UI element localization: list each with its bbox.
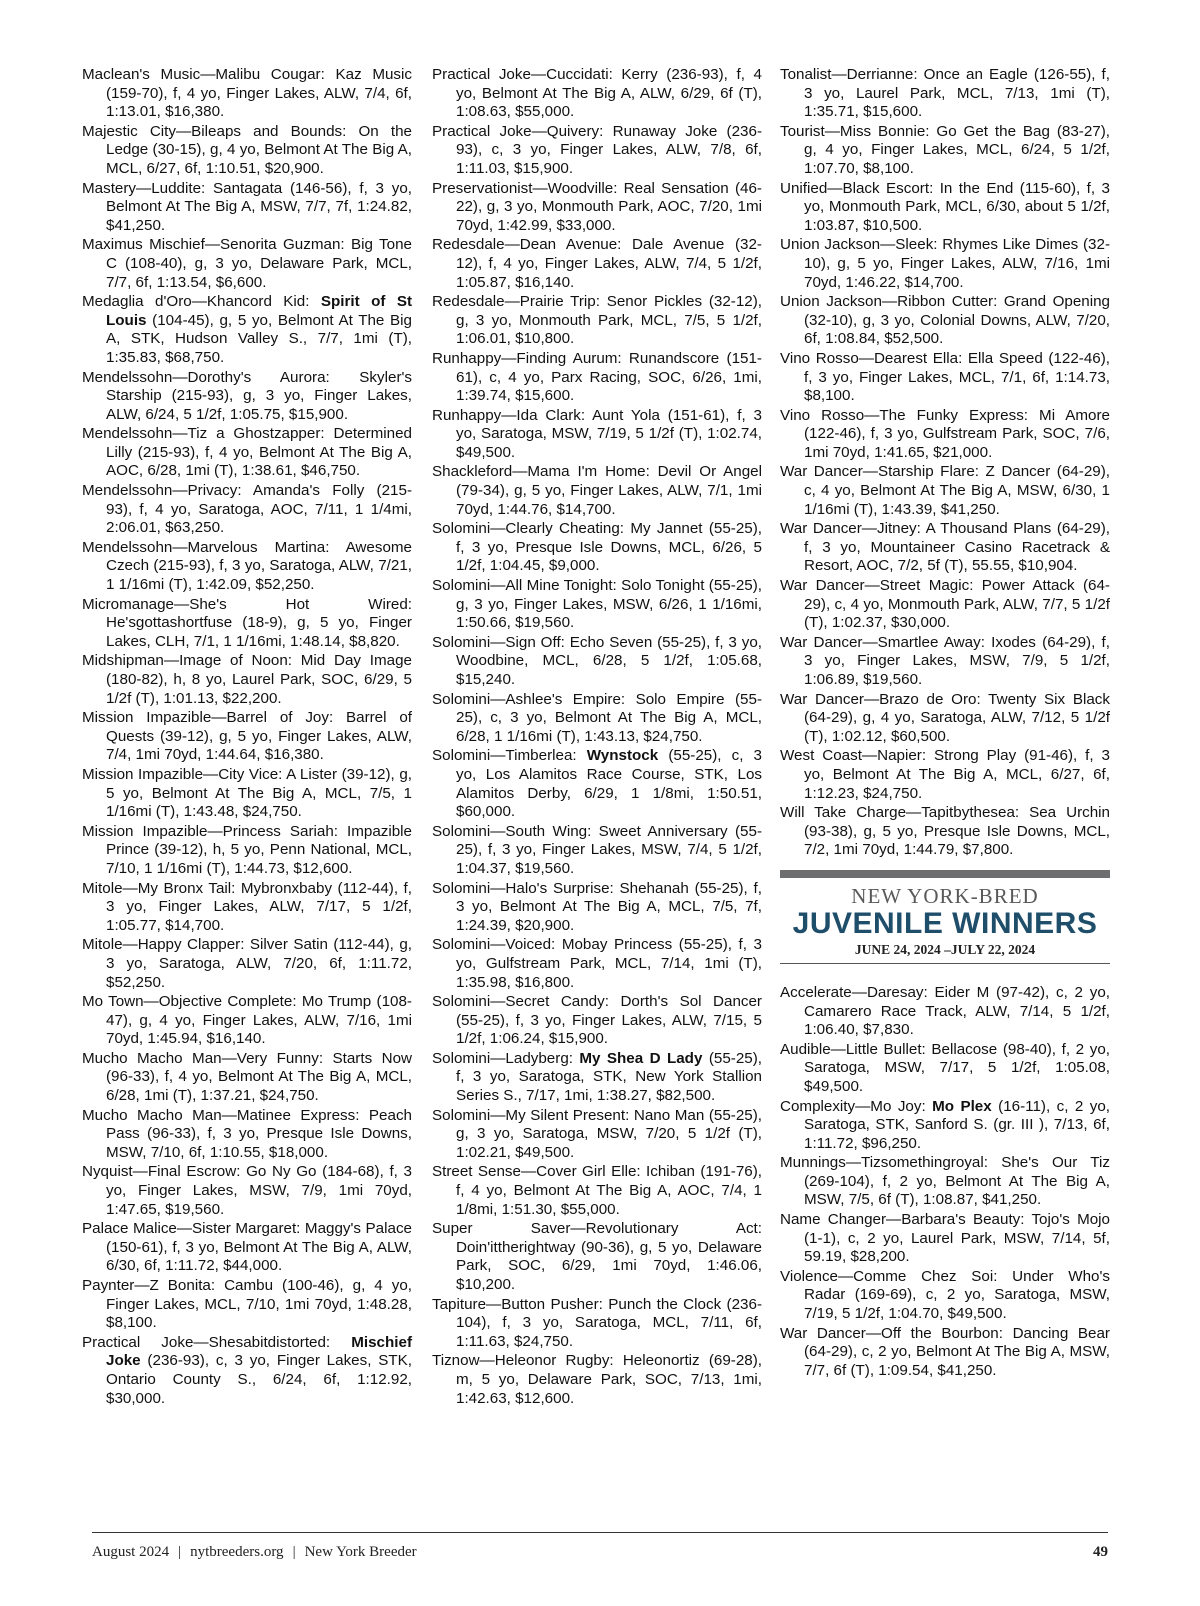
winner-entry: Paynter—Z Bonita: Cambu (100-46), g, 4 yo, Finger Lakes, MCL, 7/10, 1mi 70yd, 1:48.28, $8,100. bbox=[82, 1277, 412, 1332]
winner-entry bbox=[432, 1050, 762, 1106]
winner-entry: Solomini—My Silent Present: Nano Man (55-25), g, 3 yo, Saratoga, MSW, 7/20, 5 1/2f (T), 1:02.21, $49,500. bbox=[432, 1106, 762, 1161]
winner-entry: Maximus Mischief—Senorita Guzman: Big Tone C (108-40), g, 3 yo, Delaware Park, MCL, 7/7, 6f, 1:13.54, $6,600. bbox=[82, 236, 412, 291]
winner-entry: War Dancer—Smartlee Away: Ixodes (64-29), f, 3 yo, Finger Lakes, MSW, 7/9, 5 1/2f, 1:06.89, $19,560. bbox=[780, 633, 1110, 688]
winner-entry: War Dancer—Jitney: A Thousand Plans (64-29), f, 3 yo, Mountaineer Casino Racetrack & Resort, AOC, 7/2, 5f (T), 55.55, $10,904. bbox=[780, 520, 1110, 575]
winner-entry: Will Take Charge—Tapitbythesea: Sea Urchin (93-38), g, 5 yo, Presque Isle Downs, MCL, 7/2, 1mi 70yd, 1:44.79, $7,800. bbox=[780, 804, 1110, 859]
winner-entry: Tiznow—Heleonor Rugby: Heleonortiz (69-28), m, 5 yo, Delaware Park, SOC, 7/13, 1mi, 1:42.63, $12,600. bbox=[432, 1352, 762, 1407]
winner-entry: Union Jackson—Ribbon Cutter: Grand Opening (32-10), g, 3 yo, Colonial Downs, ALW, 7/20, 6f, 1:08.84, $52,500. bbox=[780, 293, 1110, 348]
winner-entry: Audible—Little Bullet: Bellacose (98-40), f, 2 yo, Saratoga, MSW, 7/17, 5 1/2f, 1:05.08, $49,500. bbox=[780, 1040, 1110, 1095]
footer-issue: August 2024 bbox=[92, 1544, 170, 1560]
winner-entry: Solomini—Voiced: Mobay Princess (55-25), f, 3 yo, Gulfstream Park, MCL, 7/14, 1mi (T), 1:35.98, $16,800. bbox=[432, 936, 762, 991]
winner-entry: Tapiture—Button Pusher: Punch the Clock (236-104), f, 3 yo, Saratoga, MCL, 7/11, 6f, 1:11.63, $24,750. bbox=[432, 1295, 762, 1350]
winner-entry-sire-dam: Medaglia d'Oro—Khancord Kid: bbox=[82, 293, 321, 311]
winner-entry: Solomini—All Mine Tonight: Solo Tonight (55-25), g, 3 yo, Finger Lakes, MSW, 6/26, 1 1/16mi, 1:50.66, $19,560. bbox=[432, 577, 762, 632]
winner-entry-sire-dam: Solomini—Timberlea: bbox=[432, 747, 587, 765]
winner-entry: Redesdale—Dean Avenue: Dale Avenue (32-12), f, 4 yo, Finger Lakes, ALW, 7/4, 5 1/2f, 1:05.87, $16,140. bbox=[432, 236, 762, 291]
winner-entry: Mission Impazible—City Vice: A Lister (39-12), g, 5 yo, Belmont At The Big A, MCL, 7/5, 1 1/16mi (T), 1:43.48, $24,750. bbox=[82, 765, 412, 821]
stakes-winner-name: Wynstock bbox=[586, 747, 659, 765]
winner-entry: West Coast—Napier: Strong Play (91-46), f, 3 yo, Belmont At The Big A, MCL, 6/27, 6f, 1:12.23, $24,750. bbox=[780, 747, 1110, 802]
winner-entry: Mucho Macho Man—Matinee Express: Peach Pass (96-33), f, 3 yo, Presque Isle Downs, MSW, 7/10, 6f, 1:10.55, $18,000. bbox=[82, 1106, 412, 1161]
winner-entry-details: (236-93), c, 3 yo, Finger Lakes, STK, Ontario County S., 6/24, 6f, 1:12.92, $30,000. bbox=[106, 1352, 412, 1407]
winner-entry: Runhappy—Finding Aurum: Runandscore (151-61), c, 4 yo, Parx Racing, SOC, 6/26, 1mi, 1:39.74, $15,600. bbox=[432, 349, 762, 405]
winner-entry: Maclean's Music—Malibu Cougar: Kaz Music (159-70), f, 4 yo, Finger Lakes, ALW, 7/4, 6f, 1:13.01, $16,380. bbox=[82, 66, 412, 121]
winner-entry: Union Jackson—Sleek: Rhymes Like Dimes (32-10), g, 5 yo, Finger Lakes, ALW, 7/16, 1mi 70yd, 1:46.22, $14,700. bbox=[780, 236, 1110, 291]
winner-entry-sire-dam: Complexity—Mo Joy: bbox=[780, 1097, 933, 1115]
winner-entry: Mitole—Happy Clapper: Silver Satin (112-44), g, 3 yo, Saratoga, ALW, 7/20, 6f, 1:11.72, $52,250. bbox=[82, 936, 412, 991]
stakes-winner-name: Spirit of St Louis bbox=[106, 293, 413, 329]
winner-entry: Mendelssohn—Marvelous Martina: Awesome Czech (215-93), f, 3 yo, Saratoga, ALW, 7/21, 1 1/16mi (T), 1:42.09, $52,250. bbox=[82, 538, 412, 594]
banner-bar bbox=[780, 870, 1110, 878]
stakes-winner-name: Mischief Joke bbox=[106, 1333, 412, 1370]
column-2 bbox=[432, 66, 762, 1409]
winner-entry-sire-dam: Solomini—Ladyberg: bbox=[432, 1049, 580, 1067]
winner-entry: Vino Rosso—Dearest Ella: Ella Speed (122-46), f, 3 yo, Finger Lakes, MCL, 7/1, 6f, 1:14.73, $8,100. bbox=[780, 349, 1110, 405]
winner-entry: Mendelssohn—Dorothy's Aurora: Skyler's Starship (215-93), g, 3 yo, Finger Lakes, ALW, 6/24, 5 1/2f, 1:05.75, $15,900. bbox=[82, 368, 412, 423]
footer-site-link[interactable]: nytbreeders.org bbox=[190, 1544, 284, 1560]
winner-entry: Street Sense—Cover Girl Elle: Ichiban (191-76), f, 4 yo, Belmont At The Big A, AOC, 7/4, 1 1/8mi, 1:51.30, $55,000. bbox=[432, 1163, 762, 1218]
winner-entry: Munnings—Tizsomethingroyal: She's Our Tiz (269-104), f, 2 yo, Belmont At The Big A, MSW, 7/5, 6f (T), 1:08.87, $41,250. bbox=[780, 1154, 1110, 1209]
winner-entry: Solomini—Ashlee's Empire: Solo Empire (55-25), c, 3 yo, Belmont At The Big A, MCL, 6/28, 1 1/16mi (T), 1:43.13, $24,750. bbox=[432, 690, 762, 745]
winner-entry: Preservationist—Woodville: Real Sensation (46-22), g, 3 yo, Monmouth Park, AOC, 7/20, 1mi 70yd, 1:42.99, $33,000. bbox=[432, 179, 762, 234]
winner-entry: Solomini—South Wing: Sweet Anniversary (55-25), f, 3 yo, Finger Lakes, MSW, 7/4, 5 1/2f, 1:04.37, $19,560. bbox=[432, 822, 762, 877]
winner-entry: Shackleford—Mama I'm Home: Devil Or Angel (79-34), g, 5 yo, Finger Lakes, ALW, 7/1, 1mi 70yd, 1:44.76, $14,700. bbox=[432, 463, 762, 518]
footer-separator: | bbox=[292, 1544, 296, 1560]
winner-entry: Solomini—Sign Off: Echo Seven (55-25), f, 3 yo, Woodbine, MCL, 6/28, 5 1/2f, 1:05.68, $15,240. bbox=[432, 633, 762, 688]
winner-entry-sire-dam: Practical Joke—Shesabitdistorted: bbox=[82, 1333, 352, 1351]
juvenile-winners-list bbox=[780, 984, 1110, 1380]
winner-entry: Mission Impazible—Princess Sariah: Impazible Prince (39-12), h, 5 yo, Penn National, MCL, 7/10, 1 1/16mi (T), 1:44.73, $12,600. bbox=[82, 822, 412, 877]
column-1 bbox=[82, 66, 412, 1409]
winner-entry: Micromanage—She's Hot Wired: He'sgottashortfuse (18-9), g, 5 yo, Finger Lakes, CLH, 7/1, 1 1/16mi, 1:48.14, $8,820. bbox=[82, 595, 412, 650]
banner-subtitle: NEW YORK-BRED bbox=[851, 883, 1039, 908]
winner-entry: Practical Joke—Quivery: Runaway Joke (236-93), c, 3 yo, Finger Lakes, ALW, 7/8, 6f, 1:11.03, $15,900. bbox=[432, 122, 762, 177]
winner-entry: Solomini—Secret Candy: Dorth's Sol Dancer (55-25), f, 3 yo, Finger Lakes, ALW, 7/15, 5 1/2f, 1:06.24, $15,900. bbox=[432, 993, 762, 1048]
winner-entry: Vino Rosso—The Funky Express: Mi Amore (122-46), f, 3 yo, Gulfstream Park, SOC, 7/6, 1mi 70yd, 1:41.65, $21,000. bbox=[780, 406, 1110, 461]
winner-entry: Mucho Macho Man—Very Funny: Starts Now (96-33), f, 4 yo, Belmont At The Big A, MCL, 6/28, 1mi (T), 1:37.21, $24,750. bbox=[82, 1049, 412, 1105]
winner-entry: Runhappy—Ida Clark: Aunt Yola (151-61), f, 3 yo, Saratoga, MSW, 7/19, 5 1/2f (T), 1:02.74, $49,500. bbox=[432, 406, 762, 461]
winner-entry: Solomini—Clearly Cheating: My Jannet (55-25), f, 3 yo, Presque Isle Downs, MCL, 6/26, 5 1/2f, 1:04.45, $9,000. bbox=[432, 520, 762, 575]
winner-entry: War Dancer—Street Magic: Power Attack (64-29), c, 4 yo, Monmouth Park, ALW, 7/7, 5 1/2f (T), 1:02.37, $30,000. bbox=[780, 577, 1110, 632]
winner-entry: Tourist—Miss Bonnie: Go Get the Bag (83-27), g, 4 yo, Finger Lakes, MCL, 6/24, 5 1/2f, 1:07.70, $8,100. bbox=[780, 122, 1110, 177]
winner-entry: Practical Joke—Cuccidati: Kerry (236-93), f, 4 yo, Belmont At The Big A, ALW, 6/29, 6f (T), 1:08.63, $55,000. bbox=[432, 66, 762, 121]
winner-entry: Unified—Black Escort: In the End (115-60), f, 3 yo, Monmouth Park, MCL, 6/30, about 5 1/2f, 1:03.87, $10,500. bbox=[780, 179, 1110, 234]
stakes-winner-name: My Shea D Lady bbox=[579, 1049, 703, 1067]
winner-entry: Palace Malice—Sister Margaret: Maggy's Palace (150-61), f, 3 yo, Belmont At The Big A, ALW, 6/30, 6f, 1:11.72, $44,000. bbox=[82, 1220, 412, 1275]
winner-entry-details: (55-25), c, 3 yo, Los Alamitos Race Course, STK, Los Alamitos Derby, 6/29, 1 1/8mi, 1:50.51, $60,000. bbox=[456, 747, 762, 821]
winner-entry: Redesdale—Prairie Trip: Senor Pickles (32-12), g, 3 yo, Monmouth Park, MCL, 7/5, 5 1/2f, 1:06.01, $10,800. bbox=[432, 293, 762, 348]
winner-entry: Accelerate—Daresay: Eider M (97-42), c, 2 yo, Camarero Race Track, ALW, 7/14, 5 1/2f, 1:06.40, $7,830. bbox=[780, 983, 1110, 1039]
winner-entry bbox=[780, 1098, 1110, 1154]
page-number: 49 bbox=[1093, 1544, 1108, 1560]
banner-title: JUVENILE WINNERS bbox=[792, 906, 1098, 940]
winner-entry: Midshipman—Image of Noon: Mid Day Image (180-82), h, 8 yo, Laurel Park, SOC, 6/29, 5 1/2f (T), 1:01.13, $22,200. bbox=[82, 652, 412, 707]
footer-rule bbox=[92, 1532, 1108, 1533]
winner-entry: Mission Impazible—Barrel of Joy: Barrel of Quests (39-12), g, 5 yo, Finger Lakes, ALW, 7/4, 1mi 70yd, 1:44.64, $16,380. bbox=[82, 709, 412, 764]
winner-entry-details: (104-45), g, 5 yo, Belmont At The Big A, STK, Hudson Valley S., 7/7, 1mi (T), 1:35.83, $68,750. bbox=[106, 311, 412, 366]
winner-entry-details: (55-25), f, 3 yo, Saratoga, STK, New York Stallion Series S., 7/17, 1mi, 1:38.27, $82,500. bbox=[456, 1049, 763, 1105]
winner-entry: Nyquist—Final Escrow: Go Ny Go (184-68), f, 3 yo, Finger Lakes, MSW, 7/9, 1mi 70yd, 1:47.65, $19,560. bbox=[82, 1163, 412, 1218]
column-3 bbox=[780, 66, 1110, 1381]
winner-entry: War Dancer—Off the Bourbon: Dancing Bear (64-29), c, 2 yo, Belmont At The Big A, MSW, 7/7, 6f (T), 1:09.54, $41,250. bbox=[780, 1324, 1110, 1379]
winner-entry: War Dancer—Brazo de Oro: Twenty Six Black (64-29), g, 4 yo, Saratoga, ALW, 7/12, 5 1/2f (T), 1:02.12, $60,500. bbox=[780, 690, 1110, 745]
winner-entry bbox=[432, 747, 762, 821]
winner-entry: Violence—Comme Chez Soi: Under Who's Radar (169-69), c, 2 yo, Saratoga, MSW, 7/19, 5 1/2f, 1:04.70, $49,500. bbox=[780, 1267, 1110, 1323]
winner-entry: Super Saver—Revolutionary Act: Doin'ittherightway (90-36), g, 5 yo, Delaware Park, SOC, 6/29, 1mi 70yd, 1:46.06, $10,200. bbox=[432, 1220, 762, 1293]
winner-entry: Tonalist—Derrianne: Once an Eagle (126-55), f, 3 yo, Laurel Park, MCL, 7/13, 1mi (T), 1:35.71, $15,600. bbox=[780, 66, 1110, 121]
banner-date-range: JUNE 24, 2024 –JULY 22, 2024 bbox=[780, 941, 1110, 964]
footer-magazine: New York Breeder bbox=[304, 1544, 417, 1560]
winner-entry: Solomini—Halo's Surprise: Shehanah (55-25), f, 3 yo, Belmont At The Big A, MCL, 7/5, 7f, 1:24.39, $20,900. bbox=[432, 879, 762, 934]
juvenile-winners-banner bbox=[780, 870, 1110, 964]
winner-entry: Mo Town—Objective Complete: Mo Trump (108-47), g, 4 yo, Finger Lakes, ALW, 7/16, 1mi 70yd, 1:45.94, $16,140. bbox=[82, 993, 412, 1048]
winner-entry: Mendelssohn—Privacy: Amanda's Folly (215-93), f, 4 yo, Saratoga, AOC, 7/11, 1 1/4mi, 2:06.01, $63,250. bbox=[82, 482, 412, 537]
footer-separator: | bbox=[178, 1544, 182, 1560]
winner-entry bbox=[82, 1334, 412, 1408]
winner-entry: Mastery—Luddite: Santagata (146-56), f, 3 yo, Belmont At The Big A, MSW, 7/7, 7f, 1:24.82, $41,250. bbox=[82, 179, 412, 234]
winner-entry: Mendelssohn—Tiz a Ghostzapper: Determined Lilly (215-93), f, 4 yo, Belmont At The Big A, AOC, 6/28, 1mi (T), 1:38.61, $46,750. bbox=[82, 425, 412, 480]
winner-entry-details: (16-11), c, 2 yo, Saratoga, STK, Sanford S. (gr. III ), 7/13, 6f, 1:11.72, $96,250. bbox=[804, 1097, 1110, 1152]
stakes-winner-name: Mo Plex bbox=[932, 1097, 992, 1115]
winners-list-continued bbox=[780, 66, 1110, 860]
winner-entry: Mitole—My Bronx Tail: Mybronxbaby (112-44), f, 3 yo, Finger Lakes, ALW, 7/17, 5 1/2f, 1:05.77, $14,700. bbox=[82, 879, 412, 934]
winner-entry: Name Changer—Barbara's Beauty: Tojo's Mojo (1-1), c, 2 yo, Laurel Park, MSW, 7/14, 5f, 59.19, $28,200. bbox=[780, 1211, 1110, 1266]
winner-entry: War Dancer—Starship Flare: Z Dancer (64-29), c, 4 yo, Belmont At The Big A, MSW, 6/30, 1 1/16mi (T), 1:43.39, $41,250. bbox=[780, 463, 1110, 518]
winner-entry bbox=[82, 293, 412, 367]
winner-entry: Majestic City—Bileaps and Bounds: On the Ledge (30-15), g, 4 yo, Belmont At The Big A, MCL, 6/27, 6f, 1:10.51, $20,900. bbox=[82, 122, 412, 177]
page-footer bbox=[92, 1544, 1108, 1561]
